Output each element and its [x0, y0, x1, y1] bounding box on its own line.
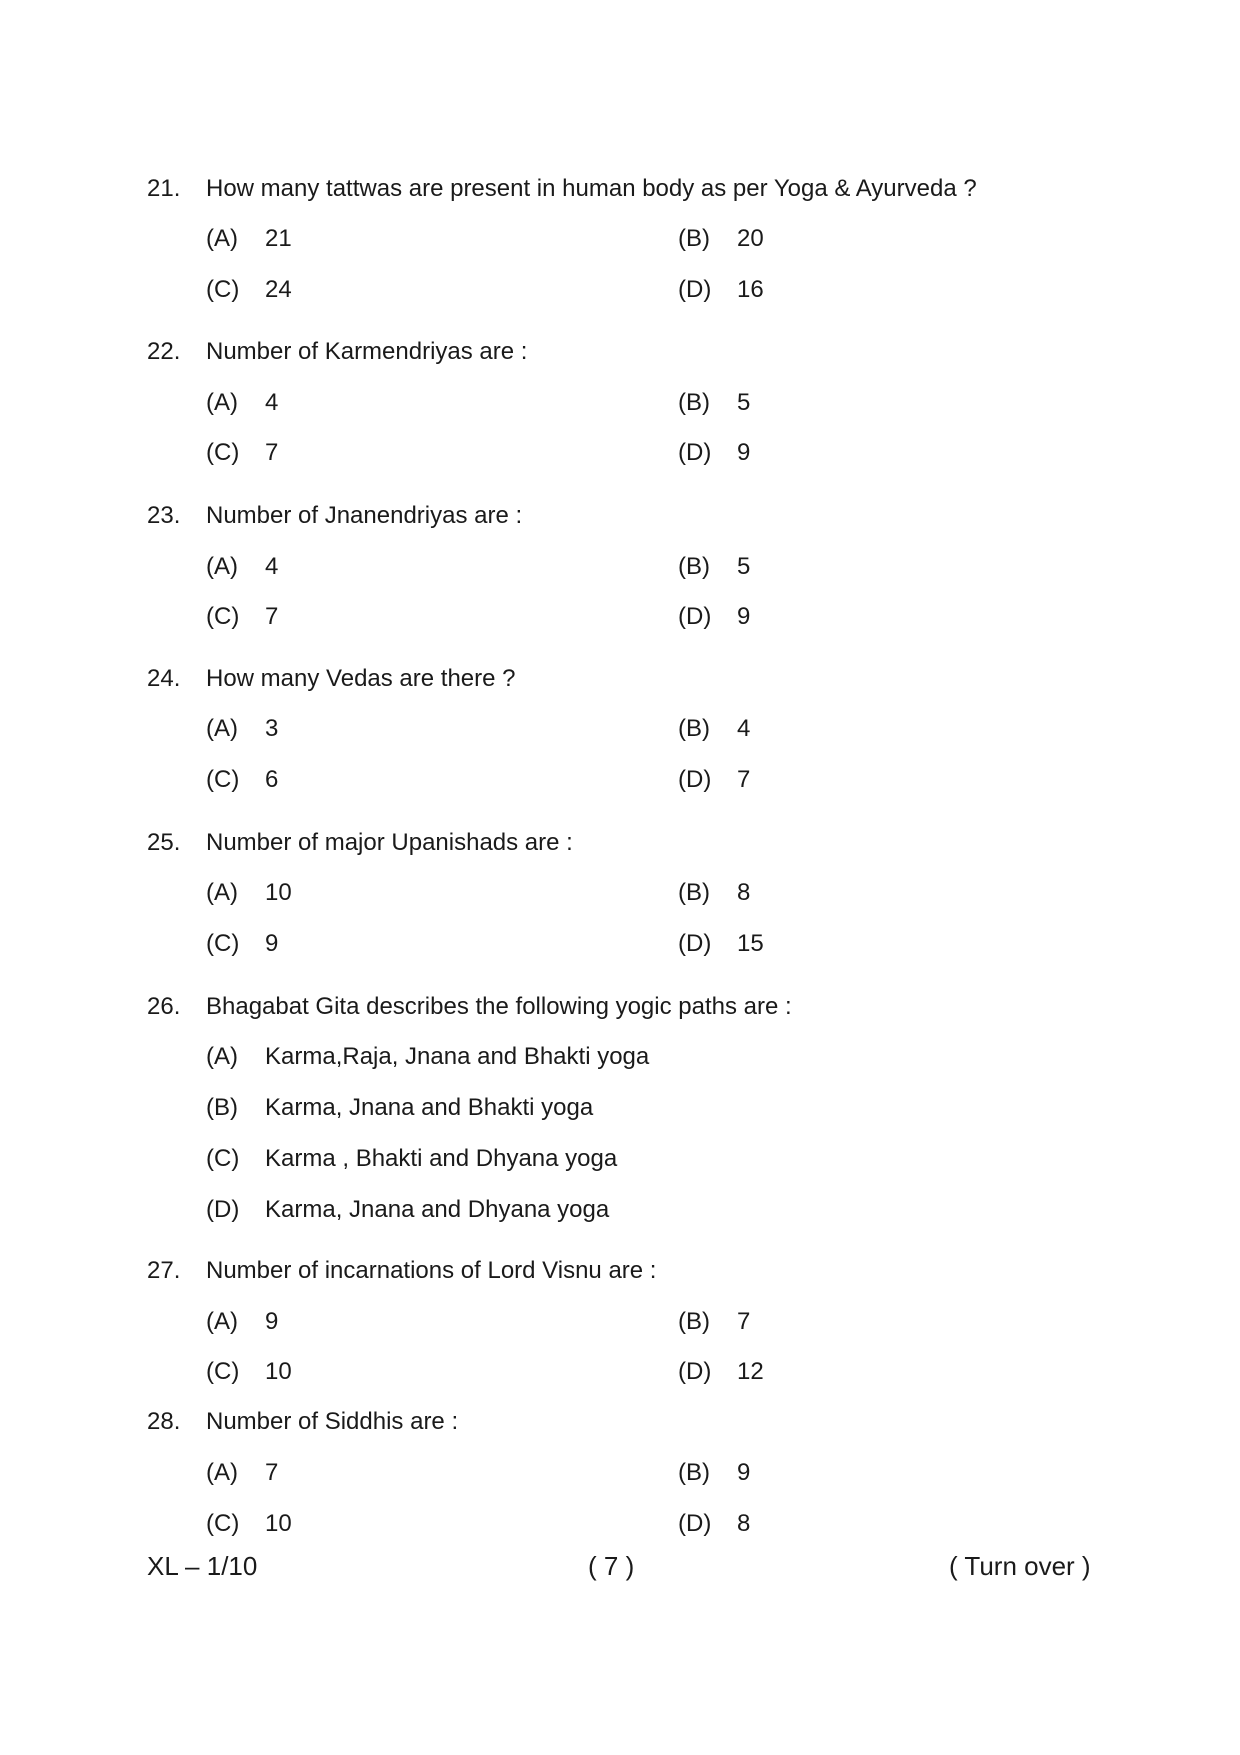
option-value: 7 — [265, 603, 279, 630]
option-label: (A) — [206, 879, 238, 906]
question-number: 24. — [147, 665, 181, 692]
turn-over-note: ( Turn over ) — [949, 1551, 1091, 1581]
option-label: (C) — [206, 276, 240, 303]
option-label: (C) — [206, 603, 240, 630]
option-label: (B) — [678, 553, 710, 580]
option-value: Karma, Jnana and Bhakti yoga — [265, 1094, 594, 1121]
option-label: (A) — [206, 715, 238, 742]
question-27 — [147, 1256, 1107, 1385]
option-value: 16 — [737, 276, 764, 303]
option-label: (D) — [678, 1358, 712, 1385]
option-label: (B) — [678, 879, 710, 906]
option-value: 6 — [265, 766, 279, 793]
option-value: 24 — [265, 276, 292, 303]
option-label: (B) — [678, 1308, 710, 1335]
option-label: (A) — [206, 1459, 238, 1486]
question-text: Number of major Upanishads are : — [206, 829, 573, 856]
option-label: (C) — [206, 1510, 240, 1537]
question-number: 28. — [147, 1408, 181, 1435]
option-label: (D) — [678, 439, 712, 466]
option-label: (B) — [678, 1459, 710, 1486]
question-text: How many tattwas are present in human body as per Yoga & Ayurveda ? — [206, 175, 977, 202]
option-label: (A) — [206, 1043, 238, 1070]
option-label: (D) — [678, 930, 712, 957]
option-value: 7 — [737, 1308, 751, 1335]
option-label: (C) — [206, 766, 240, 793]
option-value: 5 — [737, 389, 751, 416]
question-text: Number of incarnations of Lord Visnu are : — [206, 1257, 657, 1284]
option-label: (D) — [678, 766, 712, 793]
option-value: 4 — [265, 553, 279, 580]
option-label: (D) — [678, 276, 712, 303]
question-23 — [147, 501, 1107, 630]
option-label: (A) — [206, 389, 238, 416]
option-label: (A) — [206, 225, 238, 252]
question-21 — [147, 174, 1107, 303]
question-26 — [147, 992, 1107, 1223]
question-number: 22. — [147, 338, 181, 365]
option-value: 21 — [265, 225, 292, 252]
option-value: 10 — [265, 1358, 292, 1385]
footer-code: XL – 1/10 — [147, 1551, 258, 1581]
question-22 — [147, 337, 1107, 466]
question-text: Number of Siddhis are : — [206, 1408, 459, 1435]
question-number: 27. — [147, 1257, 181, 1284]
option-label: (B) — [206, 1094, 238, 1121]
option-value: 20 — [737, 225, 764, 252]
option-label: (C) — [206, 930, 240, 957]
option-label: (B) — [678, 389, 710, 416]
question-text: How many Vedas are there ? — [206, 665, 516, 692]
option-value: 10 — [265, 879, 292, 906]
option-label: (B) — [678, 715, 710, 742]
option-value: 4 — [737, 715, 751, 742]
question-number: 21. — [147, 175, 181, 202]
option-value: 9 — [265, 930, 279, 957]
option-value: 8 — [737, 879, 751, 906]
option-value: 9 — [265, 1308, 279, 1335]
option-value: 10 — [265, 1510, 292, 1537]
question-number: 23. — [147, 502, 181, 529]
option-label: (A) — [206, 1308, 238, 1335]
question-text: Bhagabat Gita describes the following yogic paths are : — [206, 993, 792, 1020]
option-label: (C) — [206, 439, 240, 466]
option-value: Karma,Raja, Jnana and Bhakti yoga — [265, 1043, 650, 1070]
option-value: 7 — [737, 766, 751, 793]
question-28 — [147, 1407, 1107, 1537]
option-value: Karma, Jnana and Dhyana yoga — [265, 1196, 610, 1223]
question-25 — [147, 828, 1107, 957]
question-number: 26. — [147, 993, 181, 1020]
option-value: 7 — [265, 439, 279, 466]
option-label: (D) — [678, 603, 712, 630]
option-label: (D) — [678, 1510, 712, 1537]
option-value: 15 — [737, 930, 764, 957]
option-value: 8 — [737, 1510, 751, 1537]
option-value: 7 — [265, 1459, 279, 1486]
option-value: 4 — [265, 389, 279, 416]
option-value: 5 — [737, 553, 751, 580]
question-24 — [147, 664, 1107, 793]
question-number: 25. — [147, 829, 181, 856]
option-value: 9 — [737, 439, 751, 466]
option-value: 12 — [737, 1358, 764, 1385]
option-value: 9 — [737, 1459, 751, 1486]
question-text: Number of Karmendriyas are : — [206, 338, 528, 365]
option-value: Karma , Bhakti and Dhyana yoga — [265, 1145, 618, 1172]
option-label: (D) — [206, 1196, 240, 1223]
option-value: 3 — [265, 715, 279, 742]
question-text: Number of Jnanendriyas are : — [206, 502, 523, 529]
option-label: (A) — [206, 553, 238, 580]
page-number: ( 7 ) — [588, 1551, 635, 1581]
option-label: (B) — [678, 225, 710, 252]
option-value: 9 — [737, 603, 751, 630]
option-label: (C) — [206, 1145, 240, 1172]
option-label: (C) — [206, 1358, 240, 1385]
